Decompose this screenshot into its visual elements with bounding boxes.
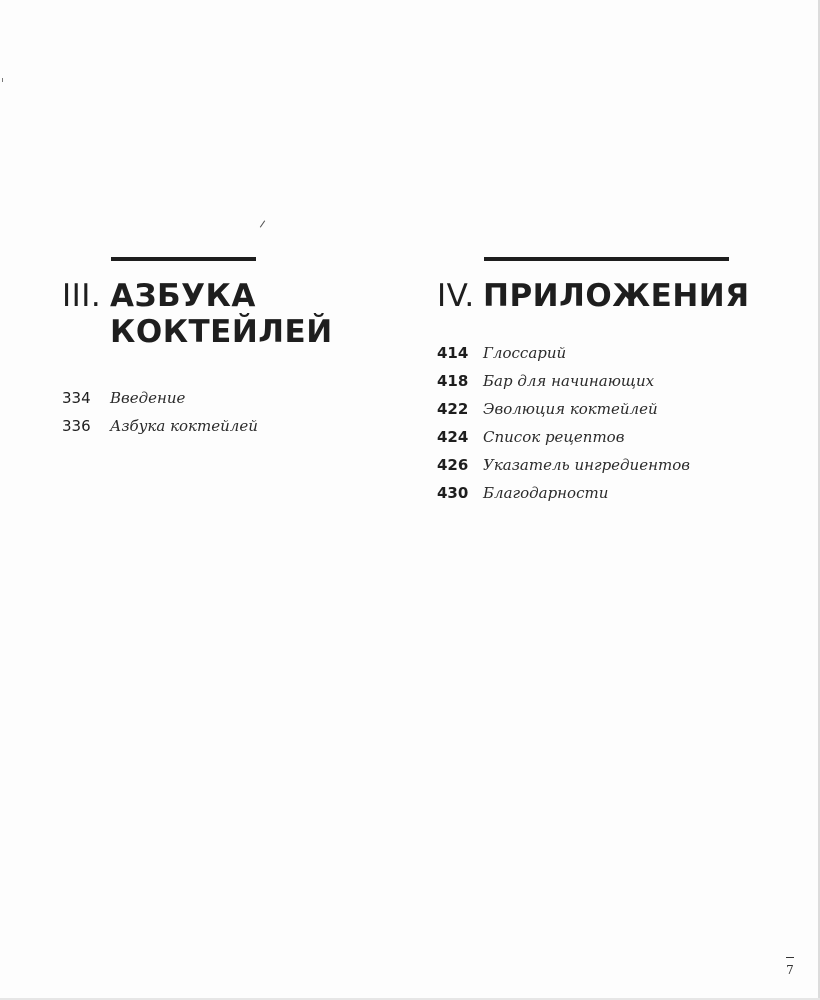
section-heading bbox=[437, 278, 767, 314]
toc-list bbox=[62, 389, 362, 445]
toc-entry-title: Бар для начинающих bbox=[483, 372, 655, 390]
toc-entry-title: Указатель ингредиентов bbox=[483, 456, 690, 474]
toc-entry-title: Азбука коктейлей bbox=[110, 417, 258, 435]
toc-page-number: 336 bbox=[62, 417, 91, 435]
toc-entry-title: Благодарности bbox=[483, 484, 609, 502]
toc-entry-title: Список рецептов bbox=[483, 428, 625, 446]
toc-entry[interactable] bbox=[437, 428, 767, 456]
toc-entry[interactable] bbox=[437, 484, 767, 512]
section-title: АЗБУКА КОКТЕЙЛЕЙ bbox=[110, 278, 333, 350]
toc-entry[interactable] bbox=[437, 372, 767, 400]
toc-page-number: 334 bbox=[62, 389, 91, 407]
folio-dash bbox=[786, 957, 794, 958]
section-iii bbox=[62, 257, 362, 445]
toc-entry-title: Эволюция коктейлей bbox=[483, 400, 658, 418]
toc-entry[interactable] bbox=[62, 417, 362, 445]
toc-entry-title: Глоссарий bbox=[483, 344, 567, 362]
toc-entry-title: Введение bbox=[110, 389, 186, 407]
toc-page-number: 430 bbox=[437, 484, 469, 502]
toc-list bbox=[437, 344, 767, 512]
section-numeral: IV. bbox=[437, 278, 475, 314]
toc-page-number: 414 bbox=[437, 344, 469, 362]
print-speck bbox=[260, 220, 265, 227]
section-numeral: III. bbox=[62, 278, 102, 314]
section-iv bbox=[437, 257, 767, 512]
toc-page-number: 424 bbox=[437, 428, 469, 446]
section-rule bbox=[484, 257, 729, 261]
toc-page-number: 418 bbox=[437, 372, 469, 390]
toc-page-number: 426 bbox=[437, 456, 469, 474]
section-title: ПРИЛОЖЕНИЯ bbox=[483, 278, 750, 314]
page-folio bbox=[783, 957, 797, 977]
toc-entry[interactable] bbox=[62, 389, 362, 417]
toc-page-number: 422 bbox=[437, 400, 469, 418]
page-number: 7 bbox=[786, 963, 794, 977]
toc-entry[interactable] bbox=[437, 344, 767, 372]
section-rule bbox=[111, 257, 256, 261]
section-heading bbox=[62, 278, 362, 350]
margin-mark bbox=[2, 78, 3, 82]
toc-entry[interactable] bbox=[437, 400, 767, 428]
toc-entry[interactable] bbox=[437, 456, 767, 484]
